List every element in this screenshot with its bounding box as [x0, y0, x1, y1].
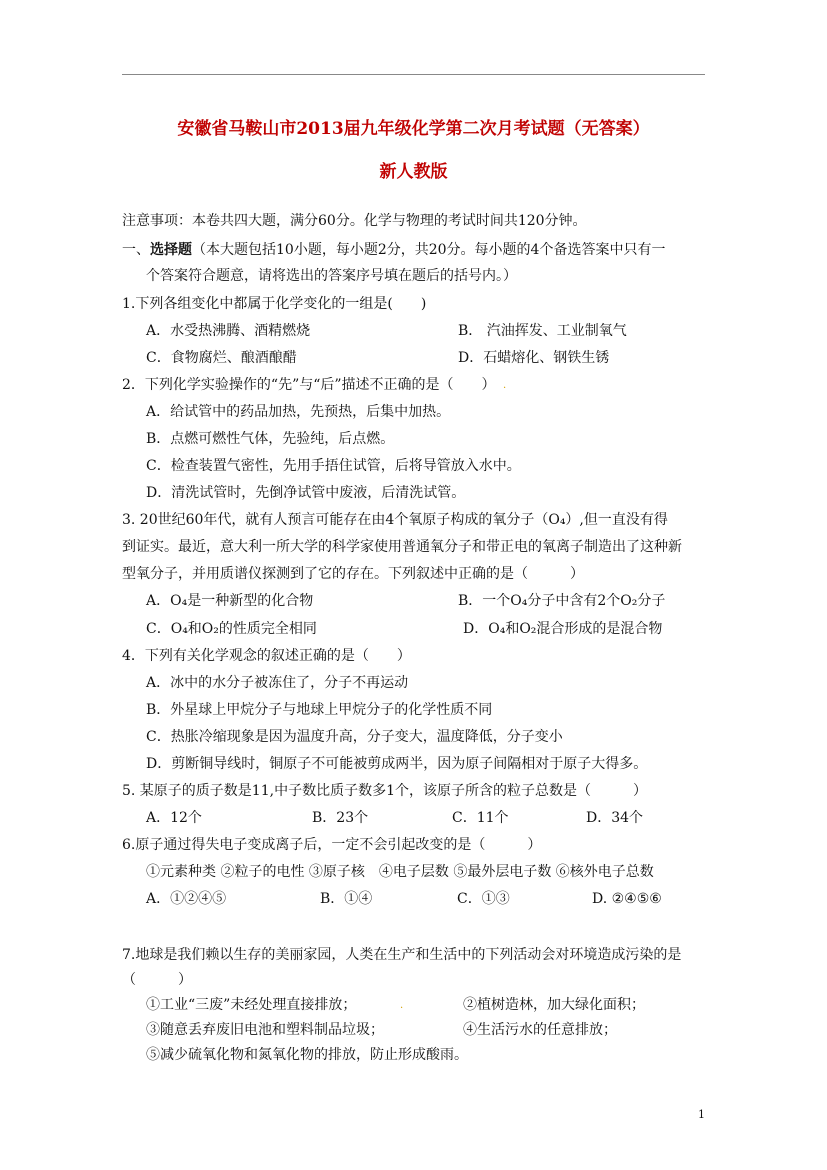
section-title: 选择题 [150, 242, 192, 258]
q3-stem-line1: 3. 20世纪60年代，就有人预言可能存在由4个氧原子构成的氧分子（O₄）,但一直没有得 [122, 512, 668, 528]
q6-stem: 6.原子通过得失电子变成离子后，一定不会引起改变的是（ ） [122, 837, 542, 853]
q7-item-5: ⑤减少硫氧化物和氮氧化物的排放，防止形成酸雨。 [146, 1047, 468, 1063]
q7-stem-line2: （ ） [122, 972, 192, 988]
q4-stem: 4．下列有关化学观念的叙述正确的是（ ） [122, 648, 411, 664]
q7-item-1: ①工业“三废”未经处理直接排放； [146, 997, 357, 1013]
q3-stem-line3: 型氧分子，并用质谱仪探测到了它的存在。下列叙述中正确的是（ ） [122, 566, 584, 582]
q1-option-d: D．石蜡熔化、钢铁生锈 [458, 350, 610, 366]
page-subtitle: 新人教版 [379, 162, 448, 182]
q7-item-3: ③随意丢弃废旧电池和塑料制品垃圾； [146, 1022, 384, 1038]
q5-option-d: D．34个 [586, 810, 644, 826]
q6-items: ①元素种类 ②粒子的电性 ③原子核 ④电子层数 ⑤最外层电子数 ⑥核外电子总数 [146, 864, 654, 880]
stray-dot-mark-2: . [400, 1000, 404, 1011]
q4-option-c: C．热胀冷缩现象是因为温度升高，分子变大，温度降低，分子变小 [146, 729, 563, 745]
q3-option-b: B．一个O₄分子中含有2个O₂分子 [458, 593, 666, 609]
q3-option-a: A．O₄是一种新型的化合物 [146, 593, 314, 609]
header-rule [122, 74, 705, 75]
section-heading [122, 241, 665, 259]
q1-option-c: C．食物腐烂、酿酒酿醋 [146, 350, 297, 366]
section-desc-cont: 个答案符合题意，请将选出的答案序号填在题后的括号内。） [146, 268, 517, 284]
notice: 注意事项：本卷共四大题，满分60分。化学与物理的考试时间共120分钟。 [122, 213, 587, 229]
q5-option-c: C．11个 [452, 810, 509, 826]
q4-option-b: B．外星球上甲烷分子与地球上甲烷分子的化学性质不同 [146, 702, 493, 718]
q3-option-d: D．O₄和O₂混合形成的是混合物 [463, 621, 663, 637]
section-desc: （本大题包括10小题，每小题2分，共20分。每小题的4个备选答案中只有一 [192, 242, 666, 258]
q7-item-2: ②植树造林，加大绿化面积； [463, 997, 645, 1013]
q3-stem-line2: 到证实。最近，意大利一所大学的科学家使用普通氧分子和带正电的氧离子制造出了这种新 [122, 539, 682, 555]
section-prefix: 一、 [122, 242, 150, 258]
q7-item-4: ④生活污水的任意排放； [463, 1022, 617, 1038]
q2-option-c: C．检查装置气密性，先用手捂住试管，后将导管放入水中。 [146, 458, 521, 474]
q2-option-b: B．点燃可燃性气体，先验纯，后点燃。 [146, 431, 395, 447]
q5-option-a: A．12个 [146, 810, 202, 826]
q6-option-c: C．①③ [457, 891, 510, 907]
q1-stem: 1.下列各组变化中都属于化学变化的一组是( ) [122, 296, 427, 312]
q5-stem: 5. 某原子的质子数是11,中子数比质子数多1个，该原子所含的粒子总数是（ ） [122, 783, 647, 799]
q4-option-a: A．冰中的水分子被冻住了，分子不再运动 [146, 675, 409, 691]
q3-option-c: C．O₄和O₂的性质完全相同 [146, 621, 317, 637]
q6-option-b: B．①④ [320, 891, 373, 907]
page-number: 1 [698, 1108, 705, 1121]
q6-option-a: A．①②④⑤ [146, 891, 227, 907]
q2-option-d: D．清洗试管时，先倒净试管中废液，后清洗试管。 [146, 485, 466, 501]
q2-stem: 2．下列化学实验操作的“先”与“后”描述不正确的是（ ） [122, 377, 496, 393]
q6-option-d: D. ②④⑤⑥ [592, 891, 662, 907]
q1-option-a: A．水受热沸腾、酒精燃烧 [146, 323, 311, 339]
q5-option-b: B．23个 [312, 810, 369, 826]
q7-stem-line1: 7.地球是我们赖以生存的美丽家园，人类在生产和生活中的下列活动会对环境造成污染的是 [122, 947, 682, 963]
q2-option-a: A．给试管中的药品加热，先预热，后集中加热。 [146, 404, 451, 420]
stray-dot-mark: . [503, 380, 507, 391]
q1-option-b: B． 汽油挥发、工业制氧气 [458, 323, 627, 339]
q4-option-d: D．剪断铜导线时，铜原子不可能被剪成两半，因为原子间隔相对于原子大得多。 [146, 756, 648, 772]
page-title: 安徽省马鞍山市2013届九年级化学第二次月考试题（无答案） [177, 119, 650, 139]
